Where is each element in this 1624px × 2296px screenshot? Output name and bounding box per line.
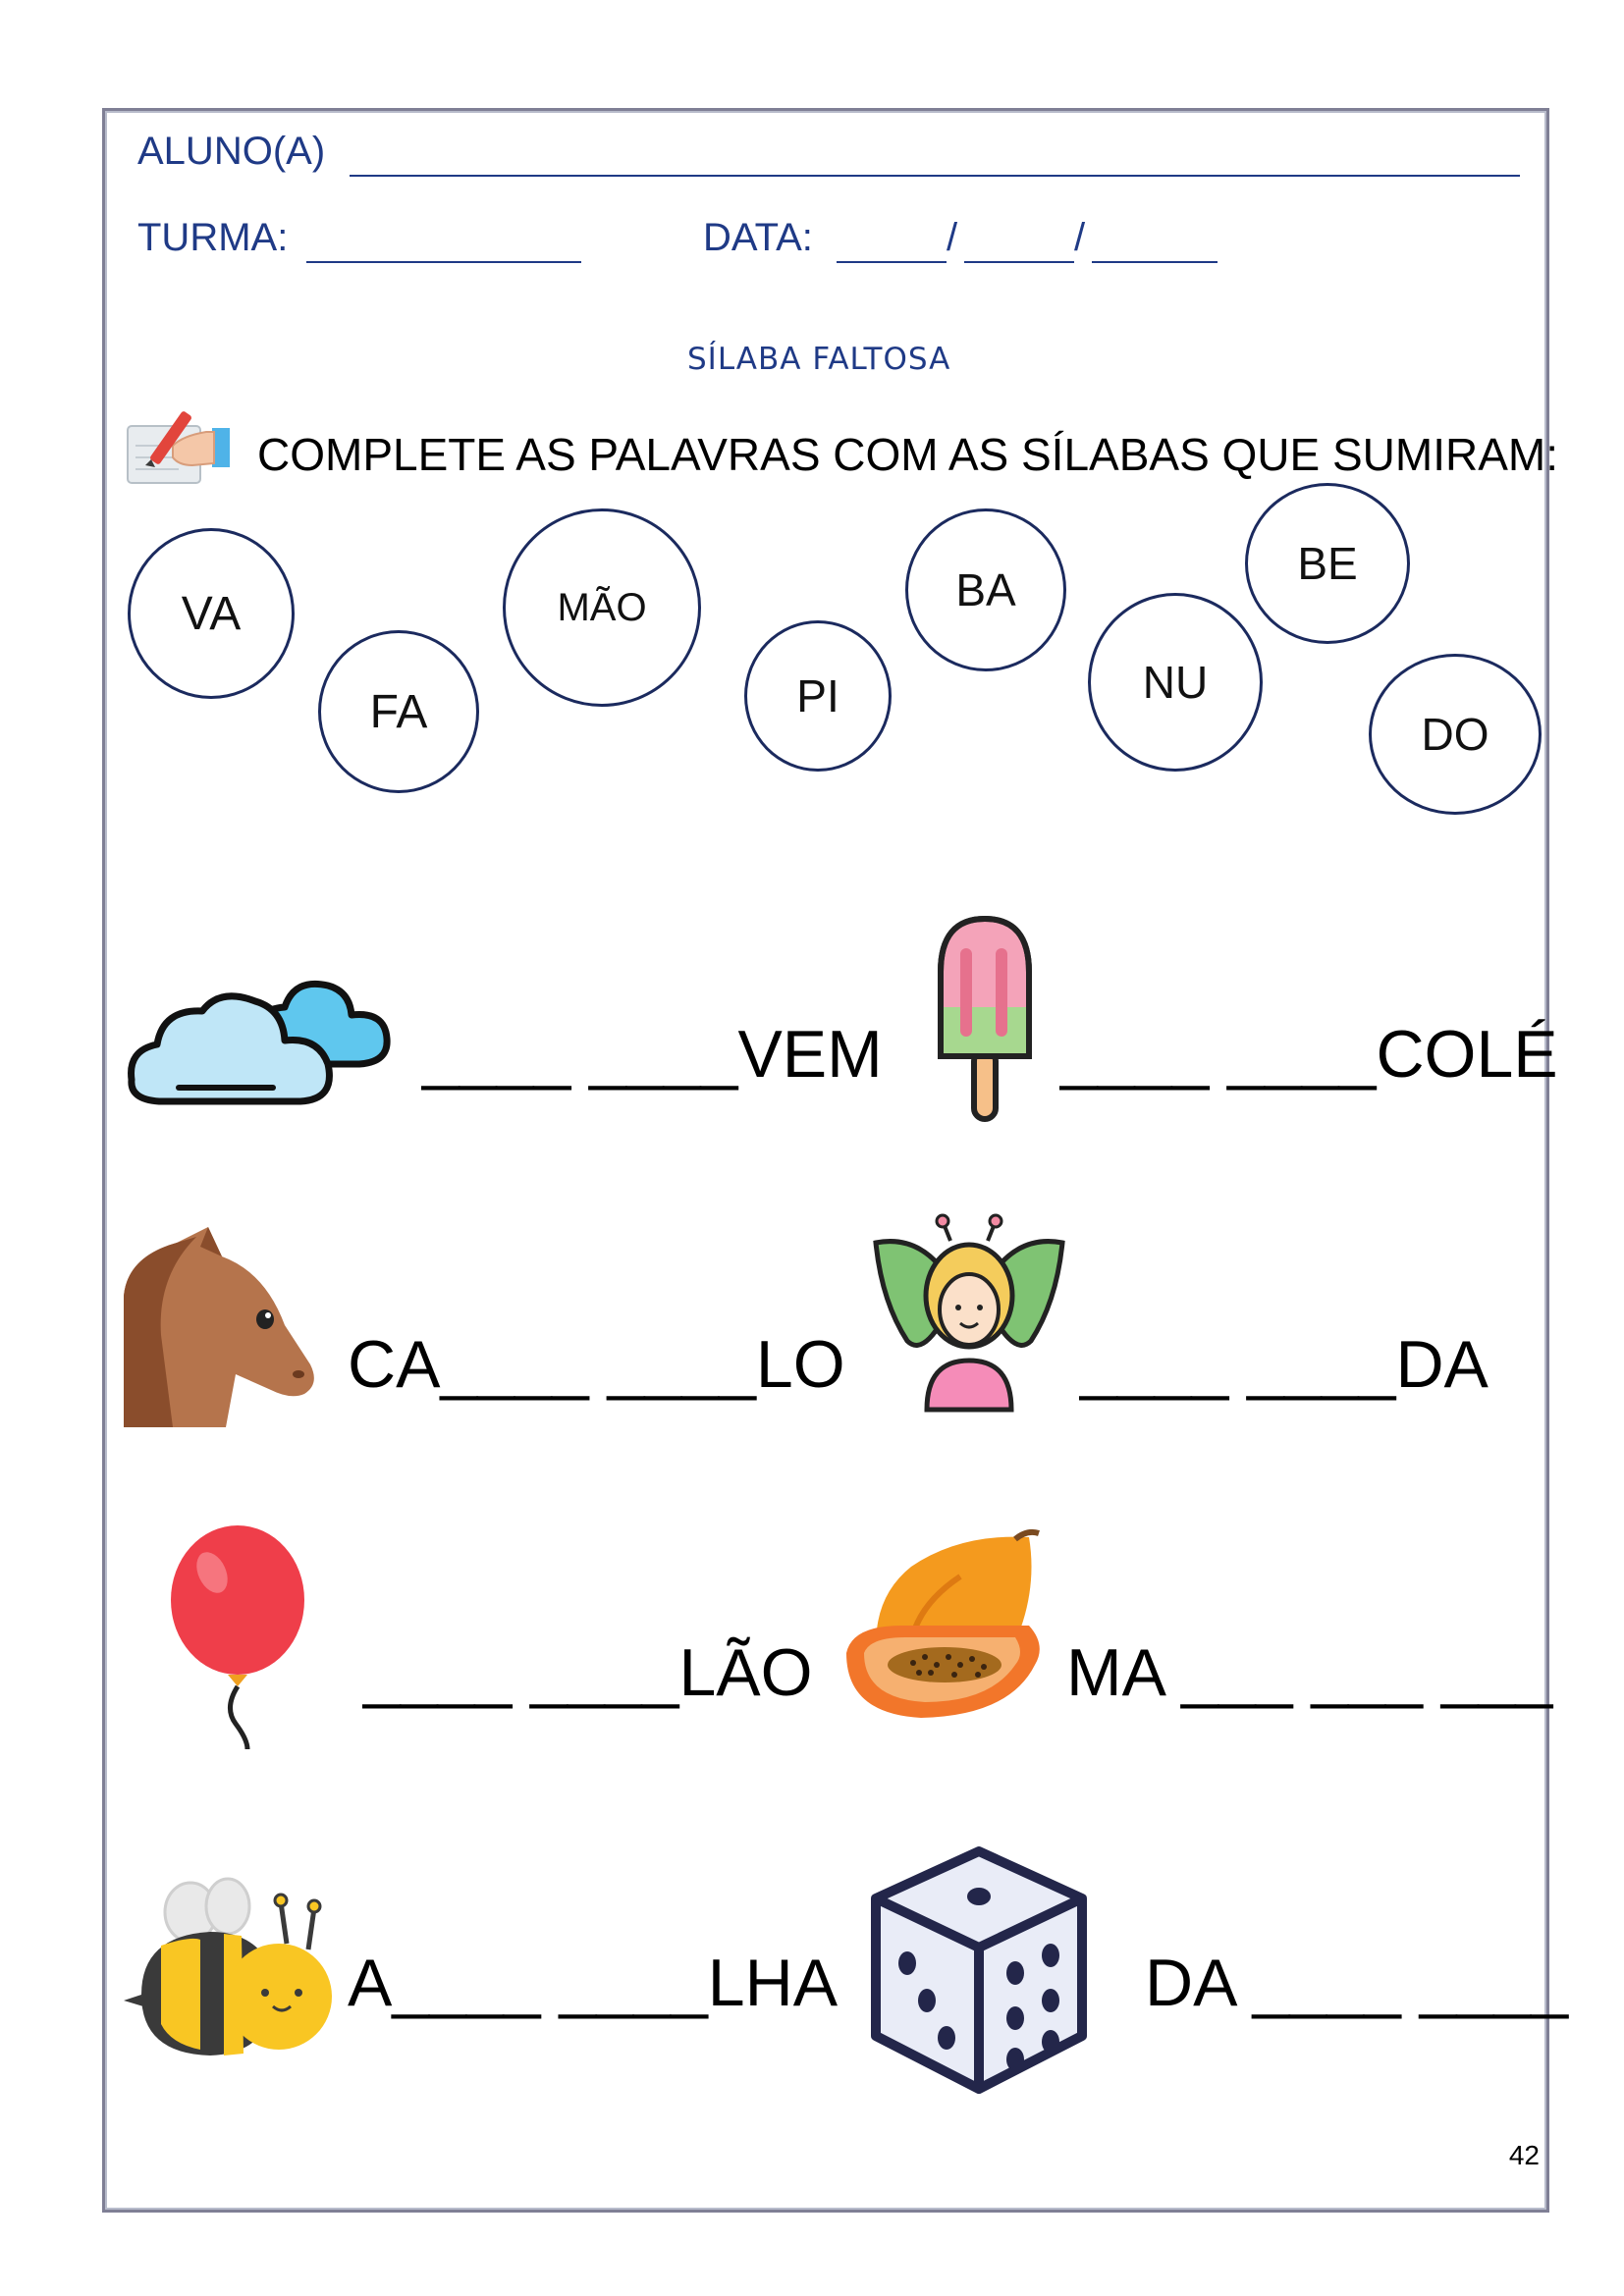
- syllable-bubble[interactable]: NU: [1088, 593, 1263, 772]
- dice-icon: [868, 1845, 1090, 2095]
- exercise-word[interactable]: ____ ____COLÉ: [1060, 1017, 1558, 1092]
- date-day-line[interactable]: [837, 261, 947, 263]
- syllable-bubble[interactable]: PI: [744, 620, 892, 772]
- instruction-text: COMPLETE AS PALAVRAS COM AS SÍLABAS QUE SUMIRAM:: [257, 429, 1558, 480]
- exercise-word[interactable]: MA ___ ___ ___: [1066, 1635, 1553, 1710]
- student-label: ALUNO(A): [137, 130, 326, 173]
- clouds-icon: [126, 972, 395, 1109]
- exercise-word[interactable]: ____ ____DA: [1080, 1327, 1489, 1402]
- writing-hand-icon: [124, 402, 236, 487]
- balloon-icon: [165, 1522, 312, 1753]
- class-line[interactable]: [306, 261, 581, 263]
- class-label: TURMA:: [137, 216, 289, 259]
- exercise-word[interactable]: DA ____ ____: [1145, 1946, 1569, 2020]
- syllable-bubble[interactable]: BE: [1245, 483, 1410, 644]
- date-slash-2: /: [1074, 216, 1086, 259]
- syllable-bubble[interactable]: BA: [905, 508, 1066, 671]
- syllable-bubble[interactable]: DO: [1369, 654, 1542, 815]
- exercise-word[interactable]: CA____ ____LO: [348, 1327, 845, 1402]
- syllable-bubble[interactable]: VA: [128, 528, 295, 699]
- fairy-icon: [868, 1213, 1070, 1417]
- syllable-bubble[interactable]: MÃO: [503, 508, 701, 707]
- page-number: 42: [1508, 2140, 1540, 2170]
- syllable-bubble[interactable]: FA: [318, 630, 479, 793]
- date-year-line[interactable]: [1092, 261, 1218, 263]
- bee-icon: [122, 1877, 334, 2063]
- exercise-word[interactable]: ____ ____VEM: [422, 1017, 883, 1092]
- date-slash-1: /: [947, 216, 958, 259]
- date-label: DATA:: [703, 216, 813, 259]
- student-name-line[interactable]: [350, 175, 1520, 177]
- popsicle-icon: [931, 913, 1039, 1129]
- activity-title: SÍLABA FALTOSA: [687, 342, 951, 377]
- horse-icon: [118, 1217, 324, 1433]
- exercise-word[interactable]: A____ ____LHA: [348, 1946, 839, 2020]
- papaya-icon: [842, 1527, 1053, 1724]
- exercise-word[interactable]: ____ ____LÃO: [363, 1635, 813, 1710]
- date-month-line[interactable]: [964, 261, 1074, 263]
